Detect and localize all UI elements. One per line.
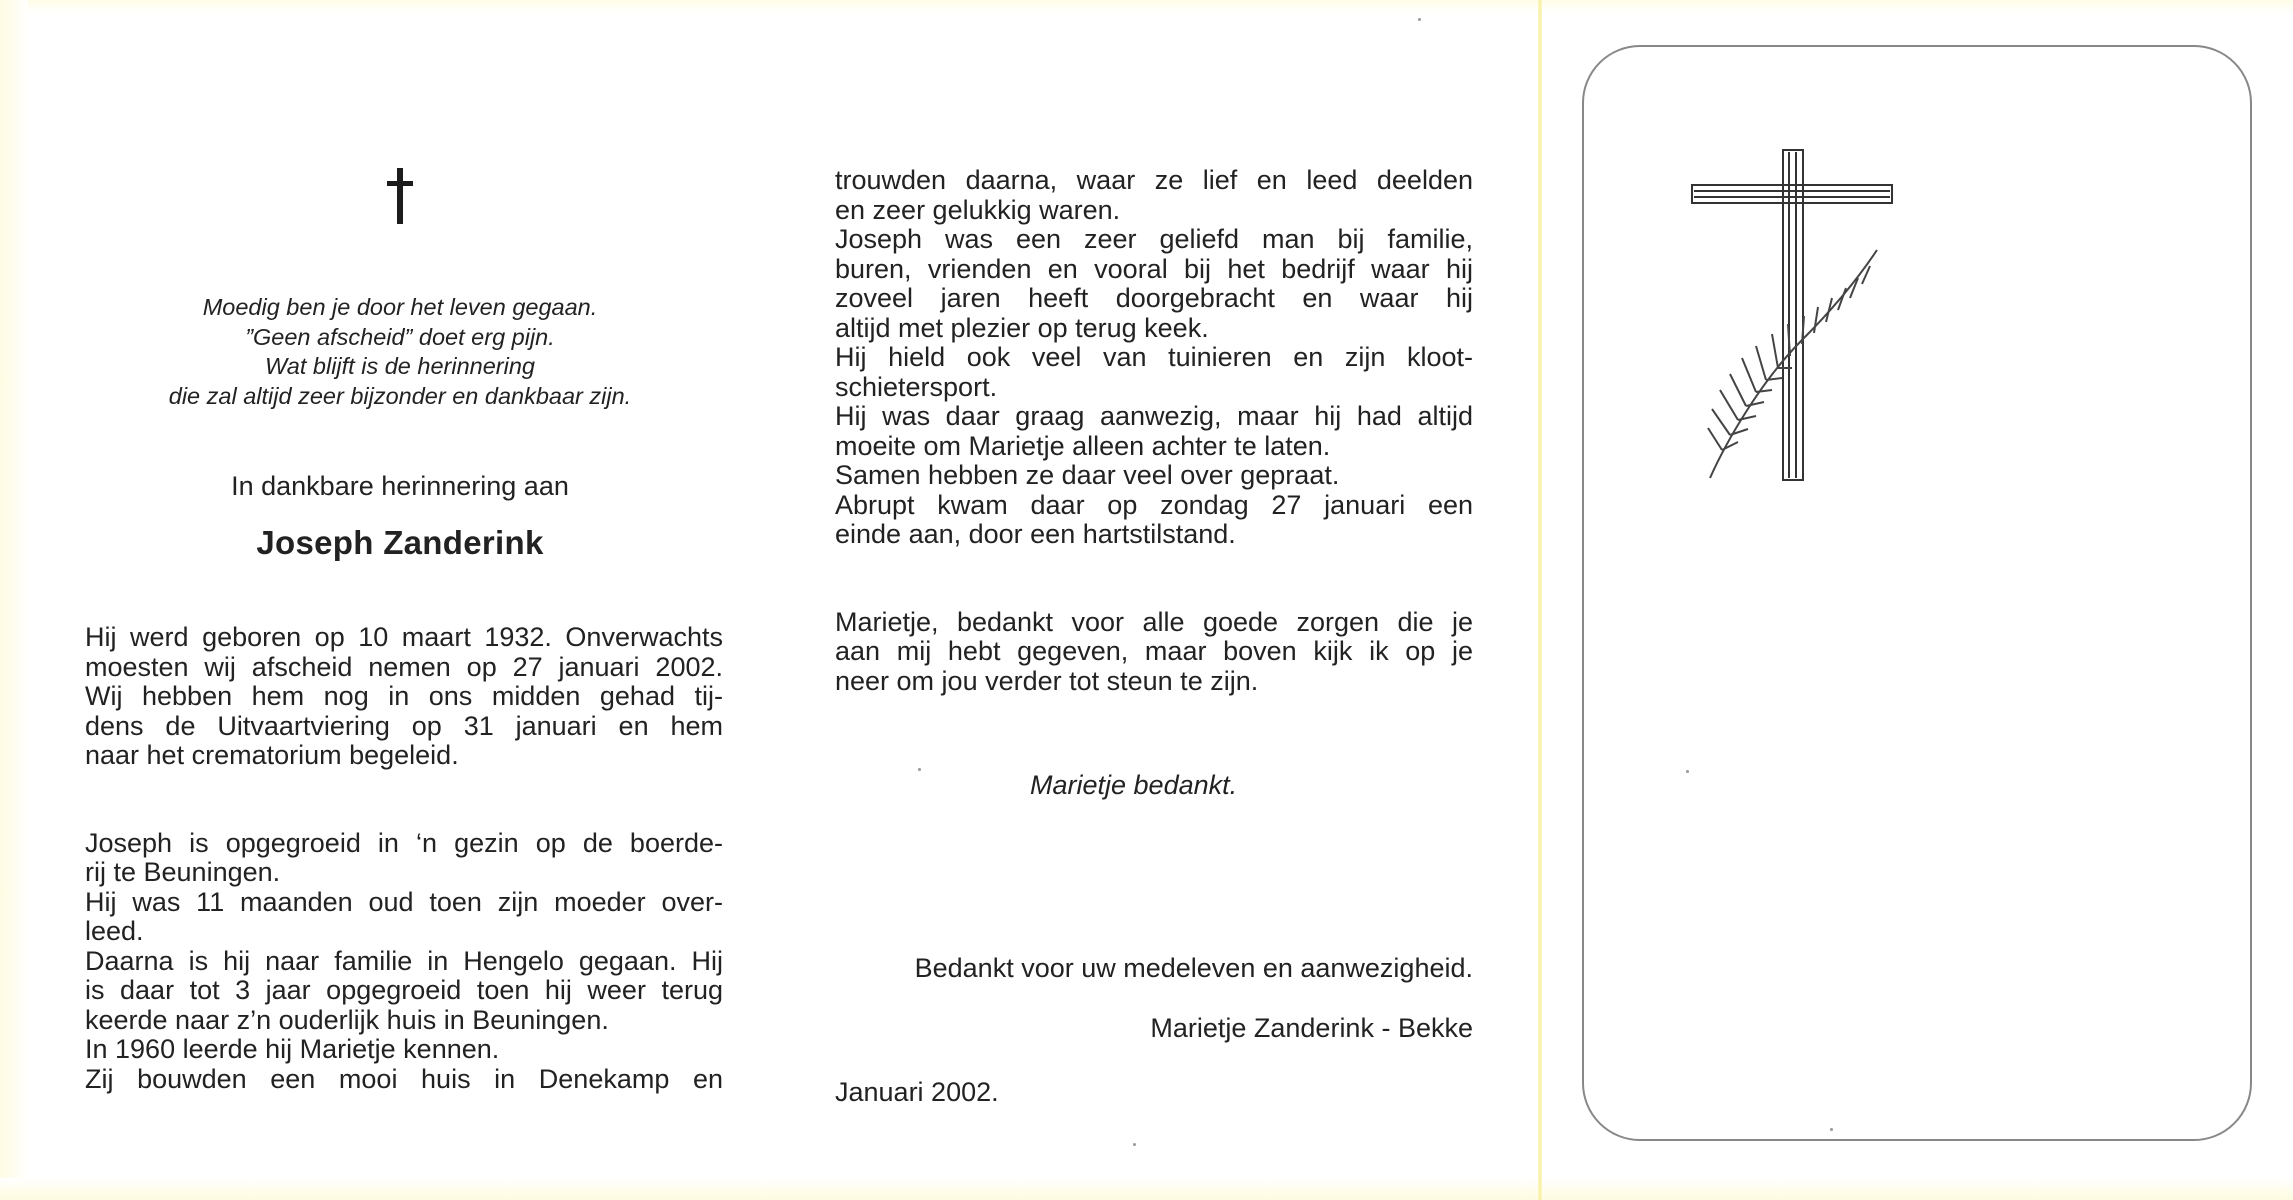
signature: Marietje Zanderink - Bekke — [1150, 1013, 1473, 1043]
text-line: In 1960 leerde hij Marietje kennen. — [85, 1034, 500, 1064]
deceased-name: Joseph Zanderink — [256, 524, 544, 561]
text-line: moesten wij afscheid nemen op 27 januari 2002. — [85, 651, 723, 682]
text-line: Wij hebben hem nog in ons midden gehad tij- — [85, 681, 723, 711]
text-line: einde aan, door een hartstilstand. — [835, 519, 1236, 549]
text-line: dens de Uitvaartviering op 31 januari en hem — [85, 710, 723, 741]
paper-edge-top — [0, 0, 2293, 14]
dedication-line: In dankbare herinnering aan — [231, 471, 569, 501]
text-line: rij te Beuningen. — [85, 857, 281, 887]
text-line: schietersport. — [835, 371, 998, 402]
card-fold-line — [1538, 0, 1542, 1200]
text-line: Samen hebben ze daar veel over gepraat. — [835, 460, 1340, 490]
closing-thanks: Bedankt voor uw medeleven en aanwezigheid. — [914, 953, 1473, 983]
text-line: Hij hield ook veel van tuinieren en zijn kloot- — [835, 342, 1473, 372]
paper-edge-left — [0, 0, 28, 1200]
text-line: moeite om Marietje alleen achter te laten. — [835, 430, 1331, 461]
text-line: buren, vrienden en vooral bij het bedrijf waar hij — [835, 253, 1473, 284]
cross-with-palm-branch-icon — [1682, 140, 1902, 485]
thanks-to-marietje: Marietje bedankt. — [1030, 770, 1238, 800]
paper-speck — [918, 768, 921, 771]
paper-speck — [1686, 770, 1689, 773]
text-line: keerde naar z’n ouderlijk huis in Beuningen. — [85, 1004, 609, 1035]
cross-icon — [385, 168, 415, 224]
text-line: Zij bouwden een mooi huis in Denekamp en — [85, 1063, 723, 1094]
poem-line: Wat blijft is de herinnering — [265, 353, 535, 379]
paper-speck — [1133, 1143, 1136, 1146]
text-line: Hij was 11 maanden oud toen zijn moeder over- — [85, 886, 723, 917]
paper-speck — [1830, 1128, 1833, 1131]
paper-speck — [1418, 18, 1421, 21]
biography-column-right — [835, 166, 1473, 696]
text-line: altijd met plezier op terug keek. — [835, 312, 1209, 343]
text-line: zoveel jaren heeft doorgebracht en waar hij — [835, 283, 1473, 313]
text-line: neer om jou verder tot steun te zijn. — [835, 665, 1259, 696]
poem-line: die zal altijd zeer bijzonder en dankbaar zijn. — [168, 382, 632, 409]
poem-line: ”Geen afscheid” doet erg pijn. — [245, 323, 555, 350]
memorial-poem — [100, 293, 700, 411]
biography-column-left — [85, 623, 723, 1094]
text-line: naar het crematorium begeleid. — [85, 740, 459, 770]
poem-line: Moedig ben je door het leven gegaan. — [202, 294, 598, 320]
text-line: Marietje, bedankt voor alle goede zorgen die je — [835, 606, 1473, 637]
paper-edge-bottom — [0, 1178, 2293, 1200]
text-line: is daar tot 3 jaar opgegroeid toen hij weer terug — [85, 975, 723, 1005]
text-line: Hij was daar graag aanwezig, maar hij had altijd — [835, 401, 1473, 431]
text-line: Joseph was een zeer geliefd man bij familie, — [835, 224, 1473, 254]
date-line: Januari 2002. — [835, 1077, 999, 1107]
text-line: trouwden daarna, waar ze lief en leed deelden — [835, 165, 1473, 195]
text-line: Hij werd geboren op 10 maart 1932. Onverwachts — [85, 622, 723, 652]
text-line: en zeer gelukkig waren. — [835, 194, 1121, 225]
text-line: Daarna is hij naar familie in Hengelo gegaan. Hij — [85, 945, 723, 976]
text-line: aan mij hebt gegeven, maar boven kijk ik op je — [835, 636, 1473, 666]
text-line: leed. — [85, 916, 144, 946]
text-line: Joseph is opgegroeid in ‘n gezin op de boerde- — [85, 827, 723, 858]
text-line: Abrupt kwam daar op zondag 27 januari een — [835, 489, 1473, 520]
